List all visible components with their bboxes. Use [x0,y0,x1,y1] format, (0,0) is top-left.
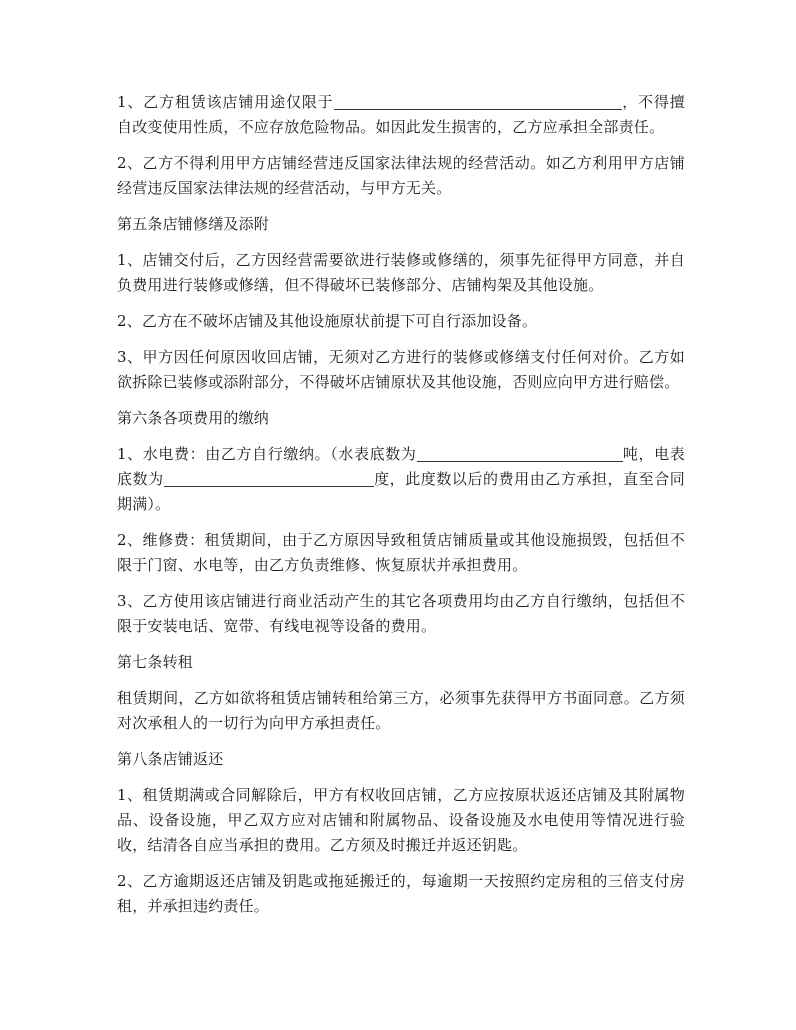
article5-title: 第五条店铺修缮及添附 [117,215,270,233]
article6-title: 第六条各项费用的缴纳 [117,409,270,427]
article5-clause-3: 3、甲方因任何原因收回店铺，无须对乙方进行的装修或修缮支付任何对价。乙方如欲拆除已装修或添附部分，不得破坏店铺原状及其他设施，否则应向甲方进行赔偿。 [117,348,685,391]
water-meter-blank[interactable] [417,445,623,462]
article4-clause-2: 2、乙方不得利用甲方店铺经营违反国家法律法规的经营活动。如乙方利用甲方店铺经营违反国家法律法规的经营活动，与甲方无关。 [117,154,685,197]
electric-meter-blank[interactable] [164,470,374,487]
article8-clause-2: 2、乙方逾期返还店铺及钥匙或拖延搬迁的，每逾期一天按照约定房租的三倍支付房租，并承担违约责任。 [117,872,685,915]
article4-clause-1: 1、乙方租赁该店铺用途仅限于 ，不得擅自改变使用性质，不应存放危险物品。如因此发生损害的，乙方应承担全部责任。 [117,93,685,136]
article7-clause-1: 租赁期间，乙方如欲将租赁店铺转租给第三方，必须事先获得甲方书面同意。乙方须对次承租人的一切行为向甲方承担责任。 [117,689,685,732]
article6-clause-2: 2、维修费：租赁期间，由于乙方原因导致租赁店铺质量或其他设施损毁，包括但不限于门窗、水电等，由乙方负责维修、恢复原状并承担费用。 [117,531,685,574]
article8-clause-1: 1、租赁期满或合同解除后，甲方有权收回店铺，乙方应按原状返还店铺及其附属物品、设备设施，甲乙双方应对店铺和附属物品、设备设施及水电使用等情况进行验收，结清各自应当承担的费用。乙方须及时搬迁并返还钥匙。 [117,786,685,854]
usage-blank[interactable] [334,93,622,110]
article6-clause-3: 3、乙方使用该店铺进行商业活动产生的其它各项费用均由乙方自行缴纳，包括但不限于安装电话、宽带、有线电视等设备的费用。 [117,592,685,635]
article5-clause-1: 1、店铺交付后，乙方因经营需要欲进行装修或修缮的，须事先征得甲方同意，并自负费用进行装修或修缮，但不得破坏已装修部分、店铺构架及其他设施。 [117,251,685,294]
article8-title: 第八条店铺返还 [117,750,224,768]
article7-title: 第七条转租 [117,653,194,671]
article5-clause-2: 2、乙方在不破坏店铺及其他设施原状前提下可自行添加设备。 [117,312,538,330]
article6-clause-1: 1、水电费：由乙方自行缴纳。（水表底数为 吨，电表底数为 度，此度数以后的费用由乙方承担，直至合同期满）。 [117,445,685,513]
document-page [117,90,685,930]
